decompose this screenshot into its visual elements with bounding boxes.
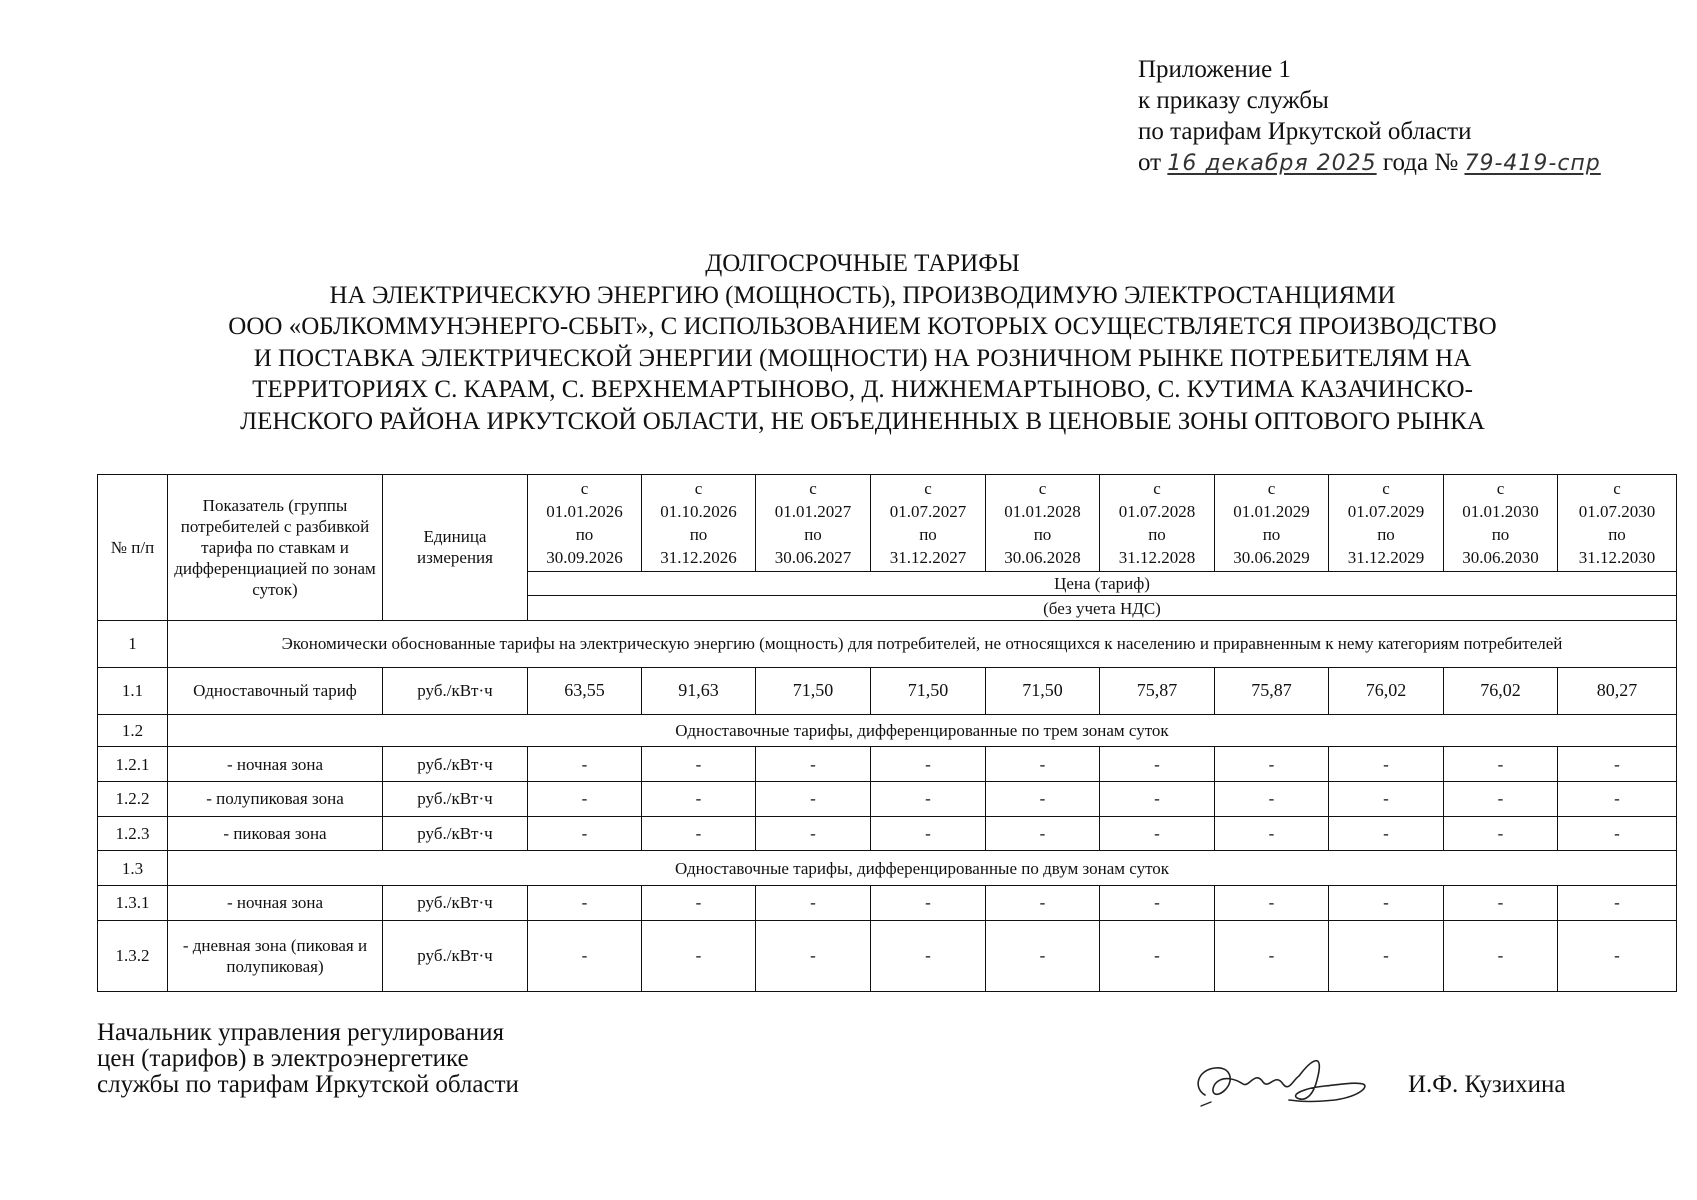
tariff-value: - — [1100, 920, 1215, 991]
row-unit: руб./кВт·ч — [383, 816, 528, 851]
period-header: с 01.07.2030 по 31.12.2030 — [1558, 475, 1677, 572]
tariff-value: - — [528, 816, 642, 851]
tariff-value: - — [871, 747, 986, 782]
table-row — [98, 667, 1677, 714]
tariff-value: - — [756, 920, 871, 991]
tariff-value: - — [986, 781, 1100, 816]
title-line: ЛЕНСКОГО РАЙОНА ИРКУТСКОЙ ОБЛАСТИ, НЕ ОБЪЕДИНЕННЫХ В ЦЕНОВЫЕ ЗОНЫ ОПТОВОГО РЫНКА — [240, 407, 1485, 435]
period-header: с 01.07.2027 по 31.12.2027 — [871, 475, 986, 572]
tariff-value: - — [1329, 816, 1444, 851]
tariff-value: - — [1444, 920, 1558, 991]
tariff-value: - — [1329, 885, 1444, 920]
tariff-value: - — [642, 885, 756, 920]
tariff-value: - — [1215, 816, 1329, 851]
signatory-position — [97, 1020, 519, 1098]
appendix-line-4 — [1138, 147, 1601, 179]
tariff-value: - — [1558, 816, 1677, 851]
table-row — [98, 885, 1677, 920]
tariff-value: - — [1329, 781, 1444, 816]
tariff-value: 75,87 — [1100, 667, 1215, 714]
tariff-value: - — [986, 747, 1100, 782]
row-name: Одноставочный тариф — [168, 667, 383, 714]
tariff-value: - — [756, 885, 871, 920]
tariff-value: - — [1558, 920, 1677, 991]
tariff-value: - — [1558, 885, 1677, 920]
row-num: 1 — [98, 620, 168, 667]
table-row — [98, 920, 1677, 991]
tariff-value: 76,02 — [1329, 667, 1444, 714]
tariff-value: - — [1444, 816, 1558, 851]
tariff-value: - — [1100, 781, 1215, 816]
period-header: с 01.07.2028 по 31.12.2028 — [1100, 475, 1215, 572]
section-text: Одноставочные тарифы, дифференцированные по трем зонам суток — [168, 714, 1677, 747]
tariff-value: - — [528, 885, 642, 920]
header-vat: (без учета НДС) — [528, 596, 1677, 620]
tariff-value: - — [871, 816, 986, 851]
section-text: Экономически обоснованные тарифы на электрическую энергию (мощность) для потребителей, не относящихся к населению и приравненным к нему категориям потребителей — [168, 620, 1677, 667]
tariff-value: - — [528, 747, 642, 782]
position-line: цен (тарифов) в электроэнергетике — [97, 1045, 469, 1072]
table-row — [98, 747, 1677, 782]
header-row — [98, 475, 1677, 572]
title-line: НА ЭЛЕКТРИЧЕСКУЮ ЭНЕРГИЮ (МОЩНОСТЬ), ПРОИЗВОДИМУЮ ЭЛЕКТРОСТАНЦИЯМИ — [329, 281, 1396, 309]
position-line: службы по тарифам Иркутской области — [97, 1071, 519, 1098]
appendix-line-1: Приложение 1 — [1138, 56, 1291, 83]
section-row — [98, 620, 1677, 667]
tariff-value: - — [1558, 747, 1677, 782]
tariff-value: 91,63 — [642, 667, 756, 714]
row-name: - ночная зона — [168, 747, 383, 782]
section-row — [98, 851, 1677, 886]
section-text: Одноставочные тарифы, дифференцированные по двум зонам суток — [168, 851, 1677, 886]
row-unit: руб./кВт·ч — [383, 747, 528, 782]
tariff-value: - — [756, 816, 871, 851]
period-header: с 01.01.2028 по 30.06.2028 — [986, 475, 1100, 572]
header-indicator: Показатель (группы потребителей с разбивкой тарифа по ставкам и дифференциацией по зонам суток) — [168, 475, 383, 621]
row-num: 1.3.2 — [98, 920, 168, 991]
row-unit: руб./кВт·ч — [383, 885, 528, 920]
tariff-value: - — [756, 781, 871, 816]
tariff-value: - — [986, 885, 1100, 920]
tariff-value: 71,50 — [986, 667, 1100, 714]
row-name: - полупиковая зона — [168, 781, 383, 816]
row-unit: руб./кВт·ч — [383, 920, 528, 991]
tariff-value: - — [642, 816, 756, 851]
title-line: ДОЛГОСРОЧНЫЕ ТАРИФЫ — [705, 250, 1020, 277]
position-line: Начальник управления регулирования — [97, 1019, 505, 1046]
tariff-value: - — [1215, 885, 1329, 920]
header-unit: Единица измерения — [383, 475, 528, 621]
tariff-value: 80,27 — [1558, 667, 1677, 714]
tariff-value: - — [1444, 781, 1558, 816]
title-line: ТЕРРИТОРИЯХ С. КАРАМ, С. ВЕРХНЕМАРТЫНОВО, Д. НИЖНЕМАРТЫНОВО, С. КУТИМА КАЗАЧИНСКО- — [252, 376, 1473, 403]
tariff-value: 71,50 — [871, 667, 986, 714]
tariff-value: - — [871, 885, 986, 920]
tariff-value: - — [1100, 816, 1215, 851]
row-unit: руб./кВт·ч — [383, 781, 528, 816]
table-row — [98, 816, 1677, 851]
tariff-value: - — [1558, 781, 1677, 816]
handwritten-signature — [1185, 1040, 1375, 1120]
row-name: - ночная зона — [168, 885, 383, 920]
document-title — [120, 248, 1605, 437]
tariff-value: - — [528, 920, 642, 991]
period-header: с 01.01.2030 по 30.06.2030 — [1444, 475, 1558, 572]
handwritten-order-number: 79-419-спр — [1464, 151, 1601, 176]
tariff-value: - — [1215, 781, 1329, 816]
appendix-prefix: от — [1138, 149, 1162, 176]
period-header: с 01.01.2029 по 30.06.2029 — [1215, 475, 1329, 572]
row-num: 1.3.1 — [98, 885, 168, 920]
period-header: с 01.10.2026 по 31.12.2026 — [642, 475, 756, 572]
row-name: - дневная зона (пиковая и полупиковая) — [168, 920, 383, 991]
tariff-value: - — [1100, 747, 1215, 782]
tariff-value: - — [871, 781, 986, 816]
tariff-value: - — [1215, 920, 1329, 991]
tariff-value: - — [642, 747, 756, 782]
table-row — [98, 781, 1677, 816]
period-header: с 01.07.2029 по 31.12.2029 — [1329, 475, 1444, 572]
tariff-value: - — [642, 781, 756, 816]
signer-name: И.Ф. Кузихина — [1408, 1071, 1566, 1098]
appendix-block — [1138, 54, 1601, 179]
appendix-line-3: по тарифам Иркутской области — [1138, 118, 1472, 145]
tariff-value: - — [1100, 885, 1215, 920]
row-name: - пиковая зона — [168, 816, 383, 851]
tariff-value: 71,50 — [756, 667, 871, 714]
row-num: 1.1 — [98, 667, 168, 714]
tariff-value: - — [986, 816, 1100, 851]
tariff-value: - — [871, 920, 986, 991]
period-header: с 01.01.2027 по 30.06.2027 — [756, 475, 871, 572]
handwritten-date: 16 декабря 2025 — [1167, 151, 1377, 176]
appendix-line-2: к приказу службы — [1138, 87, 1329, 114]
row-num: 1.3 — [98, 851, 168, 886]
tariff-value: 63,55 — [528, 667, 642, 714]
tariff-value: - — [986, 920, 1100, 991]
tariff-value: - — [1444, 885, 1558, 920]
header-num: № п/п — [98, 475, 168, 621]
tariff-value: 75,87 — [1215, 667, 1329, 714]
row-num: 1.2.1 — [98, 747, 168, 782]
row-unit: руб./кВт·ч — [383, 667, 528, 714]
tariff-value: - — [1215, 747, 1329, 782]
title-line: ООО «ОБЛКОММУНЭНЕРГО-СБЫТ», С ИСПОЛЬЗОВАНИЕМ КОТОРЫХ ОСУЩЕСТВЛЯЕТСЯ ПРОИЗВОДСТВО — [228, 313, 1497, 340]
row-num: 1.2.3 — [98, 816, 168, 851]
tariff-value: - — [1329, 920, 1444, 991]
appendix-middle: года № — [1382, 149, 1459, 176]
row-num: 1.2.2 — [98, 781, 168, 816]
tariff-value: - — [1444, 747, 1558, 782]
row-num: 1.2 — [98, 714, 168, 747]
tariff-value: - — [642, 920, 756, 991]
tariff-value: 76,02 — [1444, 667, 1558, 714]
tariff-table — [97, 474, 1677, 992]
title-line: И ПОСТАВКА ЭЛЕКТРИЧЕСКОЙ ЭНЕРГИИ (МОЩНОСТИ) НА РОЗНИЧНОМ РЫНКЕ ПОТРЕБИТЕЛЯМ НА — [253, 344, 1472, 372]
section-row — [98, 714, 1677, 747]
period-header: с 01.01.2026 по 30.09.2026 — [528, 475, 642, 572]
tariff-value: - — [756, 747, 871, 782]
tariff-value: - — [1329, 747, 1444, 782]
tariff-value: - — [528, 781, 642, 816]
header-price: Цена (тариф) — [528, 571, 1677, 595]
